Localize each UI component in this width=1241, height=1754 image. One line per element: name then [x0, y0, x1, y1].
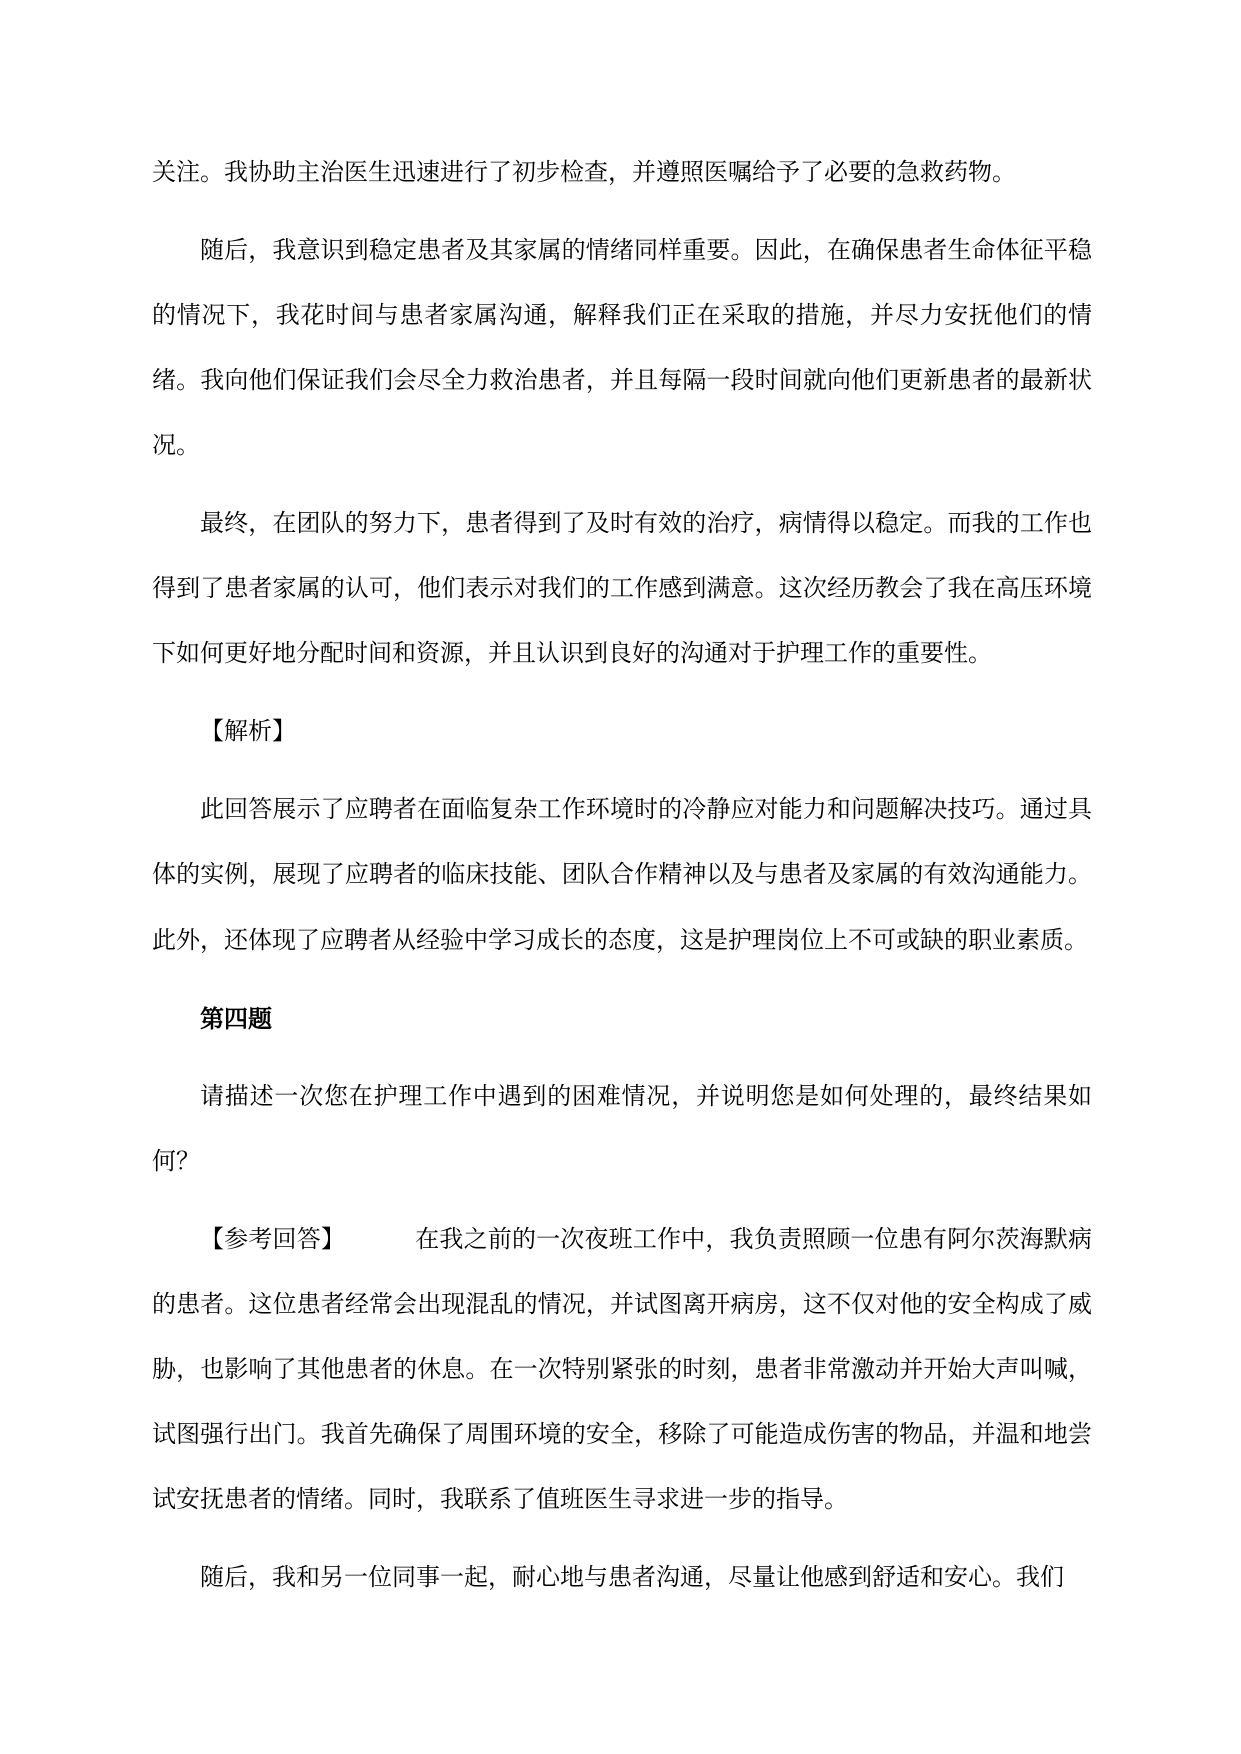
analysis-paragraph: 此回答展示了应聘者在面临复杂工作环境时的冷静应对能力和问题解决技巧。通过具体的实例，展现了应聘者的临床技能、团队合作精神以及与患者及家属的有效沟通能力。此外，还体现了应聘者从经验中学习成长的态度，这是护理岗位上不可或缺的职业素质。: [152, 795, 1092, 954]
question-text: 请描述一次您在护理工作中遇到的困难情况，并说明您是如何处理的，最终结果如何？: [152, 1081, 1092, 1175]
paragraph-family-communication: 随后，我意识到稳定患者及其家属的情绪同样重要。因此，在确保患者生命体征平稳的情况下，我花时间与患者家属沟通，解释我们正在采取的措施，并尽力安抚他们的情绪。我向他们保证我们会尽全力救治患者，并且每隔一段时间就向他们更新患者的最新状况。: [152, 236, 1092, 460]
paragraph-outcome: 最终，在团队的努力下，患者得到了及时有效的治疗，病情得以稳定。而我的工作也得到了患者家属的认可，他们表示对我们的工作感到满意。这次经历教会了我在高压环境下如何更好地分配时间和资源，并且认识到良好的沟通对于护理工作的重要性。: [152, 509, 1092, 668]
answer-paragraph: [152, 1207, 1092, 1532]
question-heading: 第四题: [200, 1003, 272, 1033]
document-body: [152, 140, 1092, 1610]
answer-text: 在我之前的一次夜班工作中，我负责照顾一位患有阿尔茨海默病的患者。这位患者经常会出现混乱的情况，并试图离开病房，这不仅对他的安全构成了威胁，也影响了其他患者的休息。在一次特别紧张的时刻，患者非常激动并开始大声叫喊，试图强行出门。我首先确保了周围环境的安全，移除了可能造成伤害的物品，并温和地尝试安抚患者的情绪。同时，我联系了值班医生寻求进一步的指导。: [152, 1224, 1093, 1513]
paragraph-followup: 随后，我和另一位同事一起，耐心地与患者沟通，尽量让他感到舒适和安心。我们: [200, 1562, 1064, 1591]
analysis-label: 【解析】: [200, 717, 296, 746]
answer-label: 【参考回答】: [200, 1224, 346, 1253]
paragraph-continued: 关注。我协助主治医生迅速进行了初步检查，并遵照医嘱给予了必要的急救药物。: [152, 158, 1016, 186]
